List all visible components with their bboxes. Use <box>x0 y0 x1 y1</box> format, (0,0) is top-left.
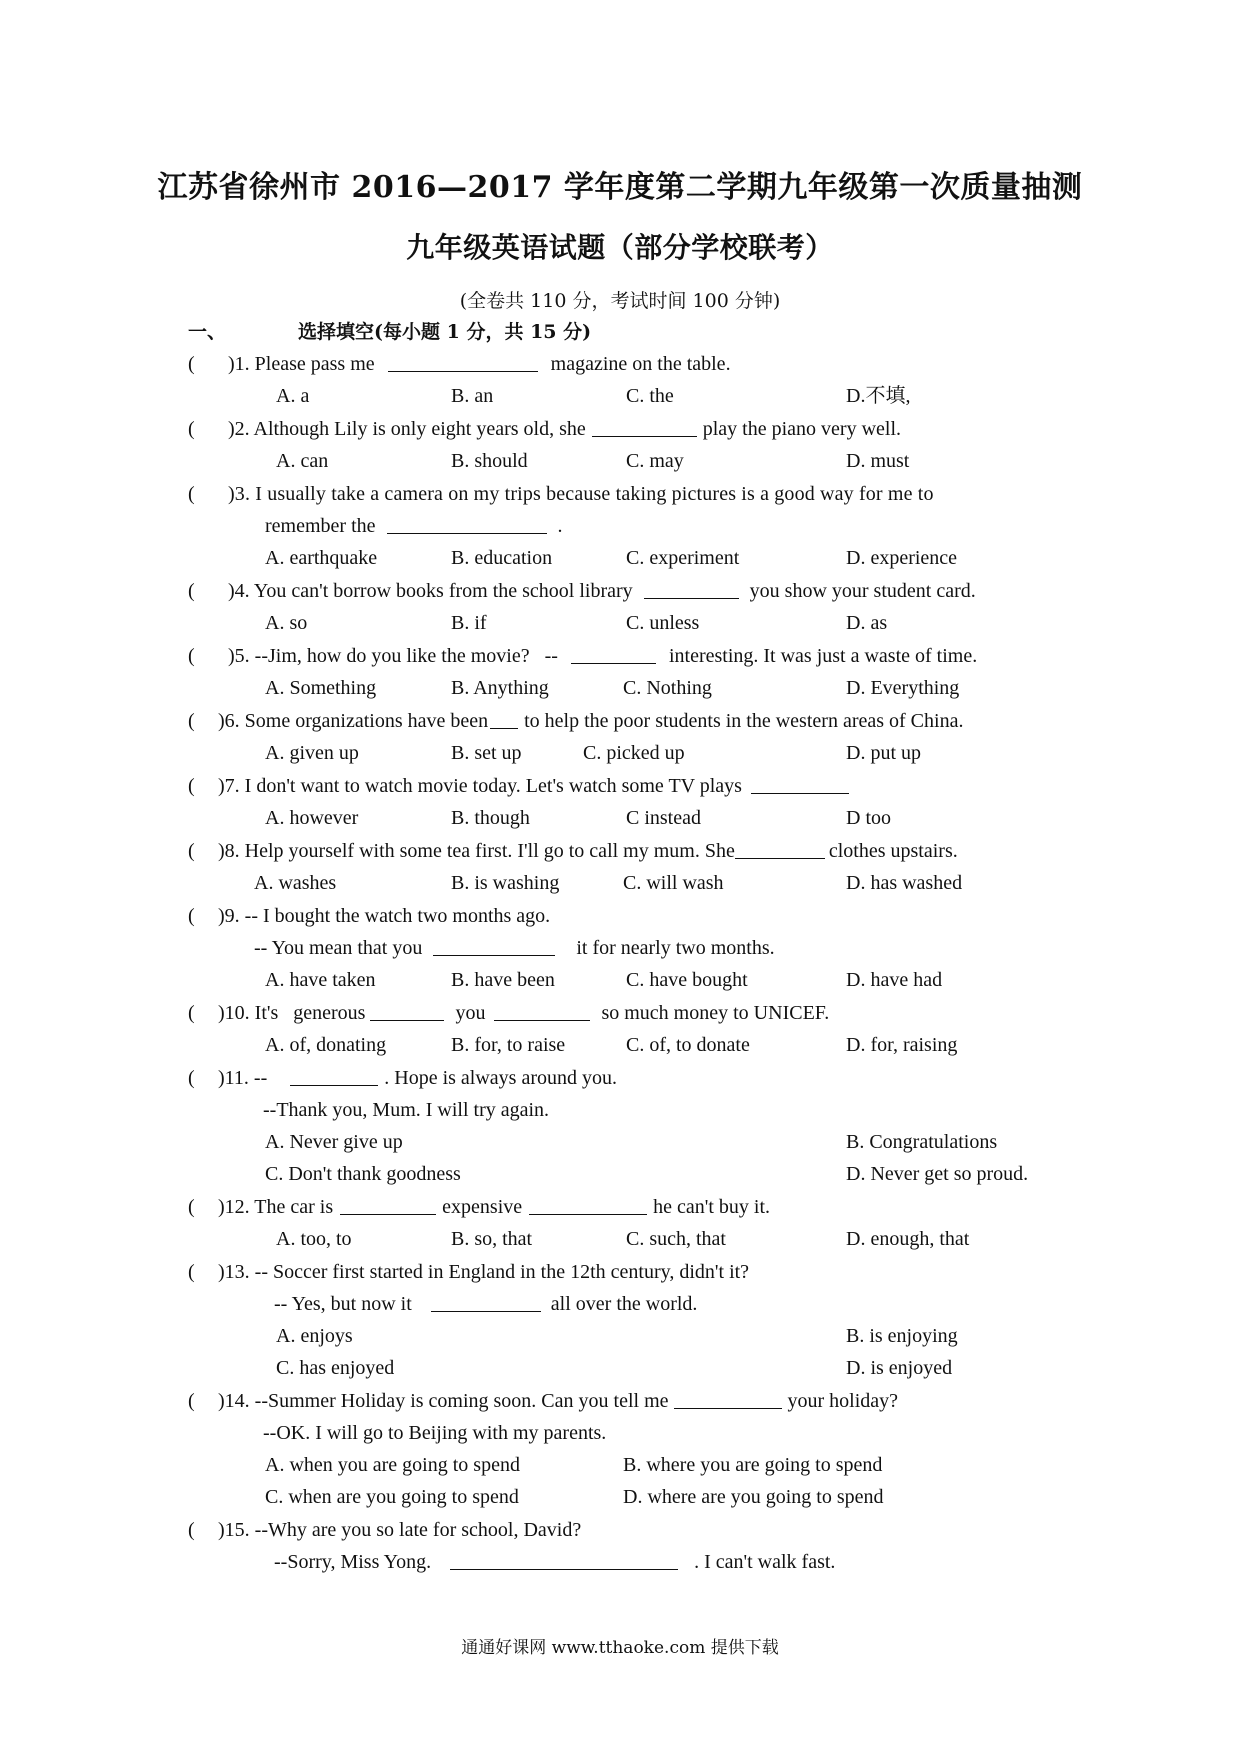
exam-title: 江苏省徐州市 2016—2017 学年度第二学期九年级第一次质量抽测 <box>157 170 1083 205</box>
option-d: D.不填, <box>846 385 911 407</box>
stem-text: --Sorry, Miss Yong. <box>274 1551 432 1573</box>
stem-text: )4. You can't borrow books from the school library <box>228 580 633 602</box>
answer-paren: ( <box>188 483 195 505</box>
stem-text: expensive <box>442 1196 523 1218</box>
answer-blank[interactable] <box>735 840 825 859</box>
answer-paren: ( <box>188 418 195 440</box>
stem-text: . <box>557 515 563 537</box>
answer-blank[interactable] <box>571 645 656 664</box>
stem-text: )11. -- <box>218 1067 268 1089</box>
option-a: A. have taken <box>265 969 376 991</box>
question-stem <box>218 709 963 733</box>
answer-blank[interactable] <box>340 1196 436 1215</box>
option-b: B. education <box>451 547 553 569</box>
question-stem: )3. I usually take a camera on my trips because taking pictures is a good way for me to <box>228 483 934 505</box>
option-c: C. the <box>626 385 674 407</box>
option-d: D. experience <box>846 547 958 569</box>
answer-paren: ( <box>188 353 195 375</box>
stem-text: )14. --Summer Holiday is coming soon. Can you tell me <box>218 1390 669 1412</box>
question-stem <box>218 839 958 863</box>
option-d: D. have had <box>846 969 943 991</box>
stem-text: play the piano very well. <box>702 418 902 440</box>
option-d: D. has washed <box>846 872 963 894</box>
answer-blank[interactable] <box>433 937 555 956</box>
option-b: B. set up <box>451 742 522 764</box>
stem-text: )6. Some organizations have been <box>218 710 489 732</box>
option-c: C. of, to donate <box>626 1034 750 1056</box>
option-c: C. picked up <box>583 742 685 764</box>
option-c: C. such, that <box>626 1228 726 1250</box>
option-d: D. Never get so proud. <box>846 1163 1029 1185</box>
answer-paren: ( <box>188 905 195 927</box>
question-stem: )15. --Why are you so late for school, David? <box>218 1519 582 1541</box>
answer-blank[interactable] <box>431 1293 541 1312</box>
stem-text: interesting. It was just a waste of time. <box>668 645 978 667</box>
question-stem <box>228 579 976 603</box>
option-b: B. for, to raise <box>451 1034 566 1056</box>
answer-blank[interactable] <box>388 353 538 372</box>
stem-text: )10. It's <box>218 1002 279 1024</box>
option-b: B. Congratulations <box>846 1131 998 1153</box>
option-b: B. where you are going to spend <box>623 1454 883 1476</box>
answer-paren: ( <box>188 1390 195 1412</box>
answer-blank[interactable] <box>370 1002 444 1021</box>
stem-text: he can't buy it. <box>653 1196 771 1218</box>
question-stem <box>228 352 731 376</box>
stem-text: clothes upstairs. <box>828 840 958 862</box>
stem-text: so much money to UNICEF. <box>601 1002 830 1024</box>
answer-blank[interactable] <box>387 515 547 534</box>
section-heading <box>188 317 591 344</box>
answer-paren: ( <box>188 1002 195 1024</box>
option-c: C. when are you going to spend <box>265 1486 519 1508</box>
option-b: B. is washing <box>451 872 560 894</box>
section-number: 一、 <box>188 321 227 343</box>
answer-paren: ( <box>188 645 195 667</box>
answer-blank[interactable] <box>644 580 739 599</box>
exam-note: (全卷共 110 分，考试时间 100 分钟) <box>459 290 781 312</box>
option-a: A. enjoys <box>276 1325 353 1347</box>
option-a: A. a <box>276 385 310 407</box>
option-d: D. put up <box>846 742 921 764</box>
option-b: B. Anything <box>451 677 549 699</box>
option-a: A. washes <box>254 872 337 894</box>
option-b: B. though <box>451 807 530 829</box>
footer-source: 通通好课网 www.tthaoke.com 提供下载 <box>461 1638 779 1658</box>
option-a: A. Something <box>265 677 377 699</box>
answer-paren: ( <box>188 580 195 602</box>
stem-text: )12. The car is <box>218 1196 334 1218</box>
answer-blank[interactable] <box>494 1002 590 1021</box>
option-a: A. given up <box>265 742 359 764</box>
option-d: D. is enjoyed <box>846 1357 953 1379</box>
option-a: A. earthquake <box>265 547 378 569</box>
option-b: B. an <box>451 385 494 407</box>
option-a: A. too, to <box>276 1228 352 1250</box>
stem-text: all over the world. <box>550 1293 698 1315</box>
answer-blank[interactable] <box>450 1551 678 1570</box>
option-a: A. so <box>265 612 308 634</box>
question-14-line2: --OK. I will go to Beijing with my parents. <box>263 1422 607 1444</box>
answer-blank[interactable] <box>529 1196 647 1215</box>
question-stem: )13. -- Soccer first started in England in the 12th century, didn't it? <box>218 1261 750 1283</box>
option-b: B. is enjoying <box>846 1325 958 1347</box>
stem-text: magazine on the table. <box>550 353 731 375</box>
option-c: C. has enjoyed <box>276 1357 395 1379</box>
option-d: D. as <box>846 612 888 634</box>
question-stem <box>218 1001 829 1025</box>
stem-text: . Hope is always around you. <box>384 1067 617 1089</box>
stem-text: to help the poor students in the western areas of China. <box>524 710 964 732</box>
option-c: C instead <box>626 807 701 829</box>
stem-text: )2. Although Lily is only eight years old, she <box>228 418 586 440</box>
option-a: A. however <box>265 807 359 829</box>
question-stem <box>218 1066 617 1090</box>
question-stem <box>228 417 901 441</box>
answer-paren: ( <box>188 1519 195 1541</box>
question-11-line2: --Thank you, Mum. I will try again. <box>263 1099 550 1121</box>
answer-paren: ( <box>188 710 195 732</box>
answer-paren: ( <box>188 1067 195 1089</box>
question-9-line2 <box>254 936 775 960</box>
option-c: C. experiment <box>626 547 740 569</box>
option-c: C. may <box>626 450 684 472</box>
question-stem <box>218 1389 898 1413</box>
option-a: A. Never give up <box>265 1131 403 1153</box>
question-stem <box>218 774 853 798</box>
option-b: B. if <box>451 612 487 634</box>
stem-text: generous <box>293 1002 366 1024</box>
option-a: A. of, donating <box>265 1034 387 1056</box>
option-c: C. will wash <box>623 872 724 894</box>
exam-subtitle: 九年级英语试题（部分学校联考） <box>406 231 834 264</box>
option-b: B. should <box>451 450 528 472</box>
stem-text: you <box>455 1002 486 1024</box>
answer-paren: ( <box>188 840 195 862</box>
answer-paren: ( <box>188 1196 195 1218</box>
answer-blank[interactable] <box>592 418 697 437</box>
option-d: D. where are you going to spend <box>623 1486 884 1508</box>
question-stem: )9. -- I bought the watch two months ago. <box>218 905 551 927</box>
option-a: A. when you are going to spend <box>265 1454 520 1476</box>
stem-text: you show your student card. <box>749 580 976 602</box>
answer-paren: ( <box>188 775 195 797</box>
option-d: D. must <box>846 450 910 472</box>
question-15-line2 <box>274 1550 835 1574</box>
question-stem <box>218 1195 770 1219</box>
answer-blank[interactable] <box>751 775 849 794</box>
option-b: B. so, that <box>451 1228 533 1250</box>
stem-text: -- You mean that you <box>254 937 423 959</box>
answer-blank[interactable] <box>490 710 518 729</box>
stem-text: )7. I don't want to watch movie today. Let's watch some TV plays <box>218 775 742 797</box>
stem-text: your holiday? <box>787 1390 899 1412</box>
stem-text: -- <box>544 645 558 667</box>
option-c: C. Don't thank goodness <box>265 1163 461 1185</box>
option-c: C. unless <box>626 612 700 634</box>
option-d: D. enough, that <box>846 1228 970 1250</box>
question-stem <box>228 644 977 668</box>
answer-blank[interactable] <box>674 1390 782 1409</box>
stem-text: remember the <box>265 515 376 537</box>
option-d: D. for, raising <box>846 1034 958 1056</box>
section-title: 选择填空(每小题 1 分，共 15 分) <box>298 321 592 343</box>
option-d: D. Everything <box>846 677 960 699</box>
option-d: D too <box>846 807 891 829</box>
option-a: A. can <box>276 450 329 472</box>
stem-text: )1. Please pass me <box>228 353 375 375</box>
stem-text: -- Yes, but now it <box>274 1293 412 1315</box>
answer-blank[interactable] <box>290 1067 378 1086</box>
option-b: B. have been <box>451 969 555 991</box>
stem-text: . I can't walk fast. <box>694 1551 836 1573</box>
option-c: C. Nothing <box>623 677 712 699</box>
option-c: C. have bought <box>626 969 748 991</box>
stem-text: )8. Help yourself with some tea first. I'll go to call my mum. She <box>218 840 735 862</box>
answer-paren: ( <box>188 1261 195 1283</box>
stem-text: it for nearly two months. <box>576 937 775 959</box>
stem-text: )5. --Jim, how do you like the movie? <box>228 645 530 667</box>
question-13-line2 <box>274 1292 697 1316</box>
question-3-line2 <box>265 514 563 538</box>
